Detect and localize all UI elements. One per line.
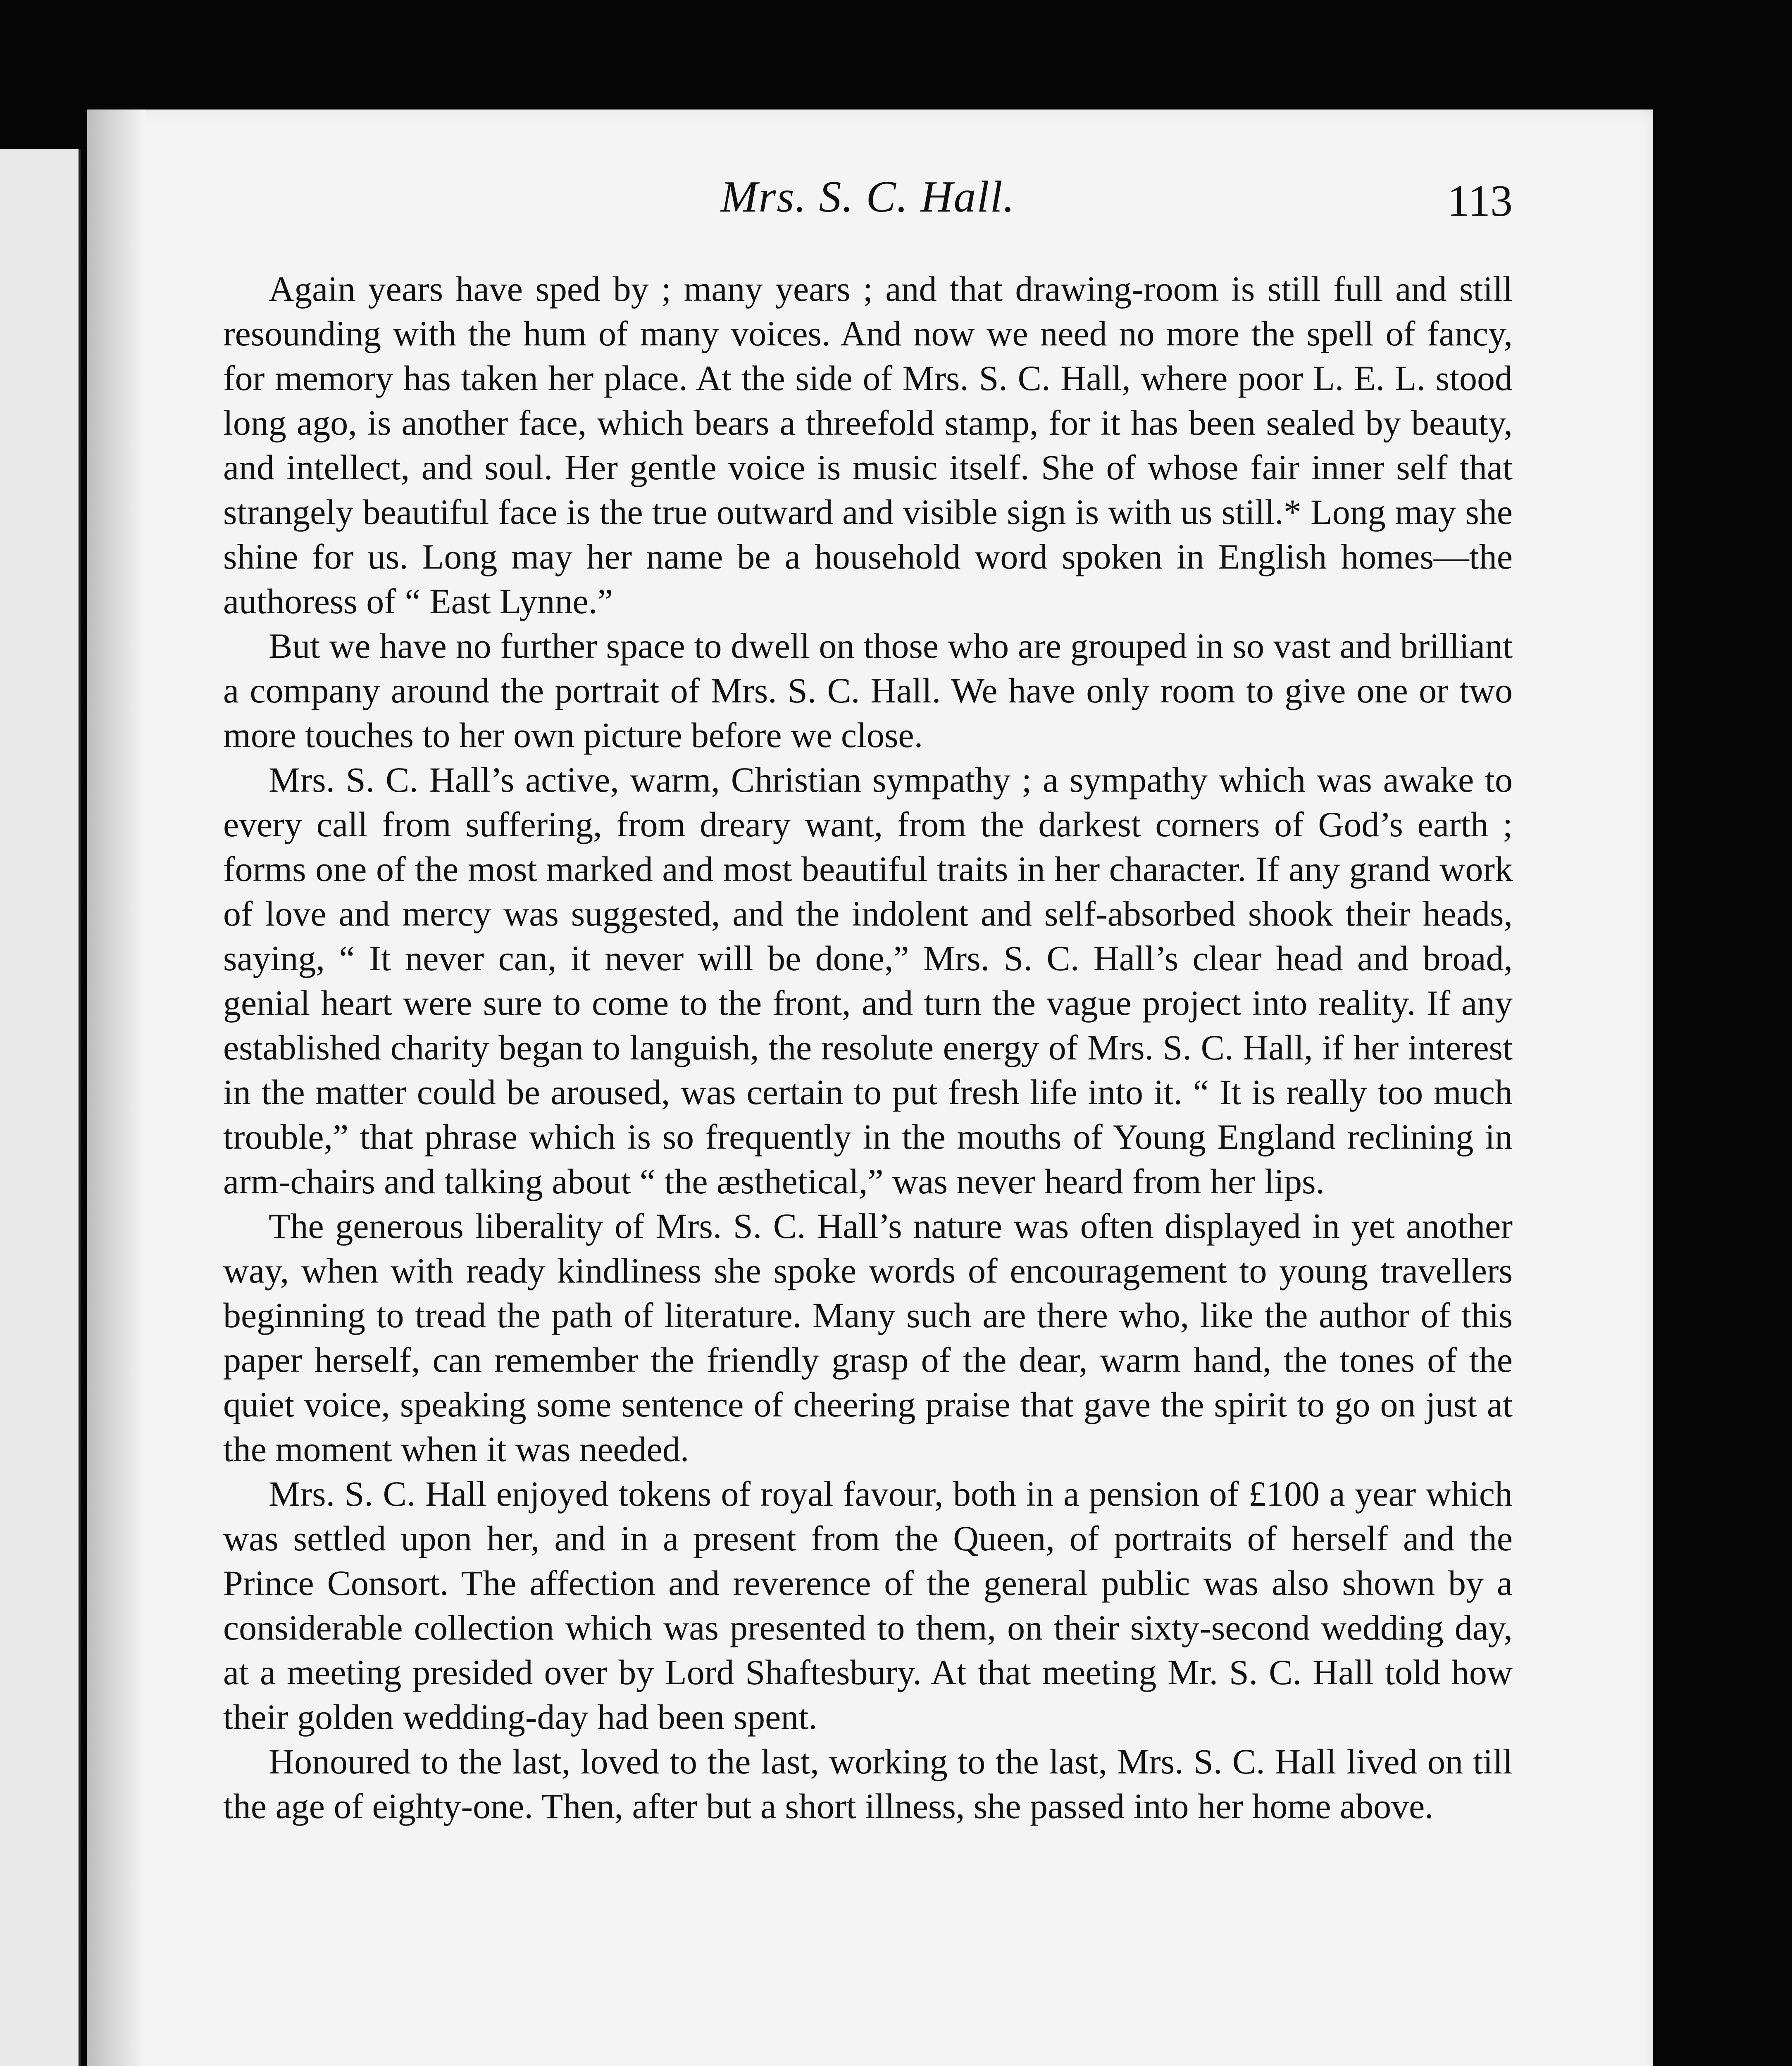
page-gutter-shadow bbox=[87, 109, 145, 2066]
running-head bbox=[223, 171, 1513, 238]
page-number: 113 bbox=[1447, 176, 1513, 226]
article-body bbox=[223, 267, 1513, 1828]
paragraph: Again years have sped by ; many years ; and that drawing-room is still full and still resounding with the hum of many voices. And now we need no more the spell of fancy, for memory has taken her place. At the side of Mrs. S. C. Hall, where poor L. E. L. stood long ago, is another face, which bears a threefold stamp, for it has been sealed by beauty, and intellect, and soul. Her gentle voice is music itself. She of whose fair inner self that strangely beautiful face is the true outward and visible sign is with us still.* Long may she shine for us. Long may her name be a household word spoken in English homes—the authoress of “ East Lynne.” bbox=[223, 269, 1513, 621]
running-title: Mrs. S. C. Hall. bbox=[720, 172, 1015, 221]
paragraph: Honoured to the last, loved to the last, working to the last, Mrs. S. C. Hall lived on till the age of eighty-one. Then, after but a short illness, she passed into her home above. bbox=[223, 1742, 1513, 1826]
previous-page-edge bbox=[0, 149, 81, 2066]
book-page bbox=[87, 109, 1653, 2066]
paragraph: Mrs. S. C. Hall’s active, warm, Christian sympathy ; a sympathy which was awake to every call from suffering, from dreary want, from the darkest corners of God’s earth ; forms one of the most marked and most beautiful traits in her character. If any grand work of love and mercy was suggested, and the indolent and self-absorbed shook their heads, saying, “ It never can, it never will be done,” Mrs. S. C. Hall’s clear head and broad, genial heart were sure to come to the front, and turn the vague project into reality. If any established charity began to languish, the resolute energy of Mrs. S. C. Hall, if her interest in the matter could be aroused, was certain to put fresh life into it. “ It is really too much trouble,” that phrase which is so frequently in the mouths of Young England reclining in arm-chairs and talking about “ the æsthetical,” was never heard from her lips. bbox=[223, 760, 1513, 1201]
paragraph: Mrs. S. C. Hall enjoyed tokens of royal favour, both in a pension of £100 a year which was settled upon her, and in a present from the Queen, of portraits of herself and the Prince Consort. The affection and reverence of the general public was also shown by a considerable collection which was presented to them, on their sixty-second wedding day, at a meeting presided over by Lord Shaftesbury. At that meeting Mr. S. C. Hall told how their golden wedding-day had been spent. bbox=[223, 1474, 1513, 1737]
paragraph: The generous liberality of Mrs. S. C. Hall’s nature was often displayed in yet another way, when with ready kindliness she spoke words of encouragement to young travellers beginning to tread the path of literature. Many such are there who, like the author of this paper herself, can remember the friendly grasp of the dear, warm hand, the tones of the quiet voice, speaking some sentence of cheering praise that gave the spirit to go on just at the moment when it was needed. bbox=[223, 1206, 1513, 1469]
paragraph: But we have no further space to dwell on those who are grouped in so vast and brilliant a company around the portrait of Mrs. S. C. Hall. We have only room to give one or two more touches to her own picture before we close. bbox=[223, 626, 1513, 755]
